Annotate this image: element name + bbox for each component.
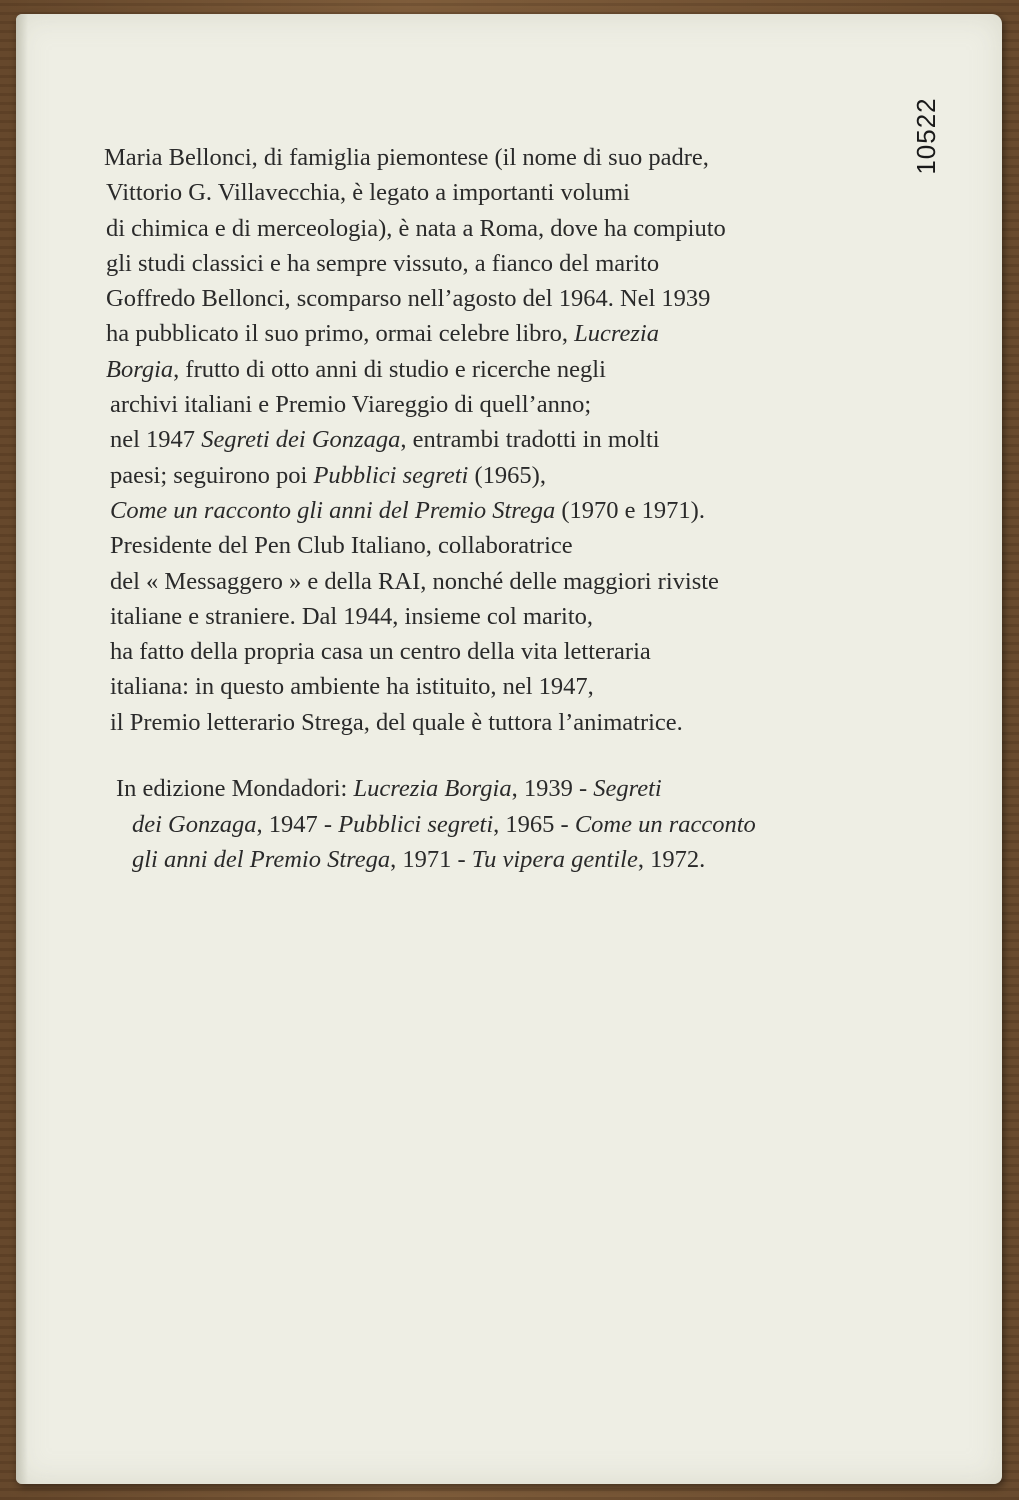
bio-line: ha pubblicato il suo primo, ormai celebre libro, Lucrezia — [106, 320, 659, 348]
book-back-cover — [16, 14, 1002, 1484]
bio-line: del « Messaggero » e della RAI, nonché delle maggiori riviste — [110, 567, 719, 595]
bio-line: ha fatto della propria casa un centro della vita letteraria — [110, 638, 651, 666]
bio-line: Vittorio G. Villavecchia, è legato a importanti volumi — [106, 179, 630, 207]
pub-line: dei Gonzaga, 1947 - Pubblici segreti, 1965 - Come un racconto — [132, 810, 756, 838]
bio-line: archivi italiani e Premio Viareggio di quell’anno; — [110, 391, 592, 419]
bio-line: paesi; seguirono poi Pubblici segreti (1965), — [110, 461, 546, 489]
bio-line: gli studi classici e ha sempre vissuto, a fianco del marito — [106, 249, 660, 277]
bio-line: Goffredo Bellonci, scomparso nell’agosto del 1964. Nel 1939 — [106, 285, 711, 313]
bio-line: Come un racconto gli anni del Premio Strega (1970 e 1971). — [110, 496, 705, 524]
bio-line: italiane e straniere. Dal 1944, insieme col marito, — [110, 602, 594, 630]
bio-line: Borgia, frutto di otto anni di studio e ricerche negli — [106, 355, 606, 383]
bio-line: il Premio letterario Strega, del quale è tuttora l’animatrice. — [110, 708, 683, 736]
pub-line: In edizione Mondadori: Lucrezia Borgia, 1939 - Segreti — [116, 775, 662, 802]
bio-line: italiana: in questo ambiente ha istituito, nel 1947, — [110, 673, 594, 701]
pub-line: gli anni del Premio Strega, 1971 - Tu vipera gentile, 1972. — [132, 846, 706, 873]
bio-line: di chimica e di merceologia), è nata a Roma, dove ha compiuto — [106, 214, 726, 242]
bio-line: Presidente del Pen Club Italiano, collaboratrice — [110, 532, 573, 560]
bio-line: Maria Bellonci, di famiglia piemontese (il nome di suo padre, — [104, 144, 709, 171]
publication-list — [116, 771, 896, 878]
catalog-number: 10522 — [910, 97, 941, 175]
author-biography — [104, 140, 894, 740]
bio-line: nel 1947 Segreti dei Gonzaga, entrambi tradotti in molti — [110, 426, 660, 454]
